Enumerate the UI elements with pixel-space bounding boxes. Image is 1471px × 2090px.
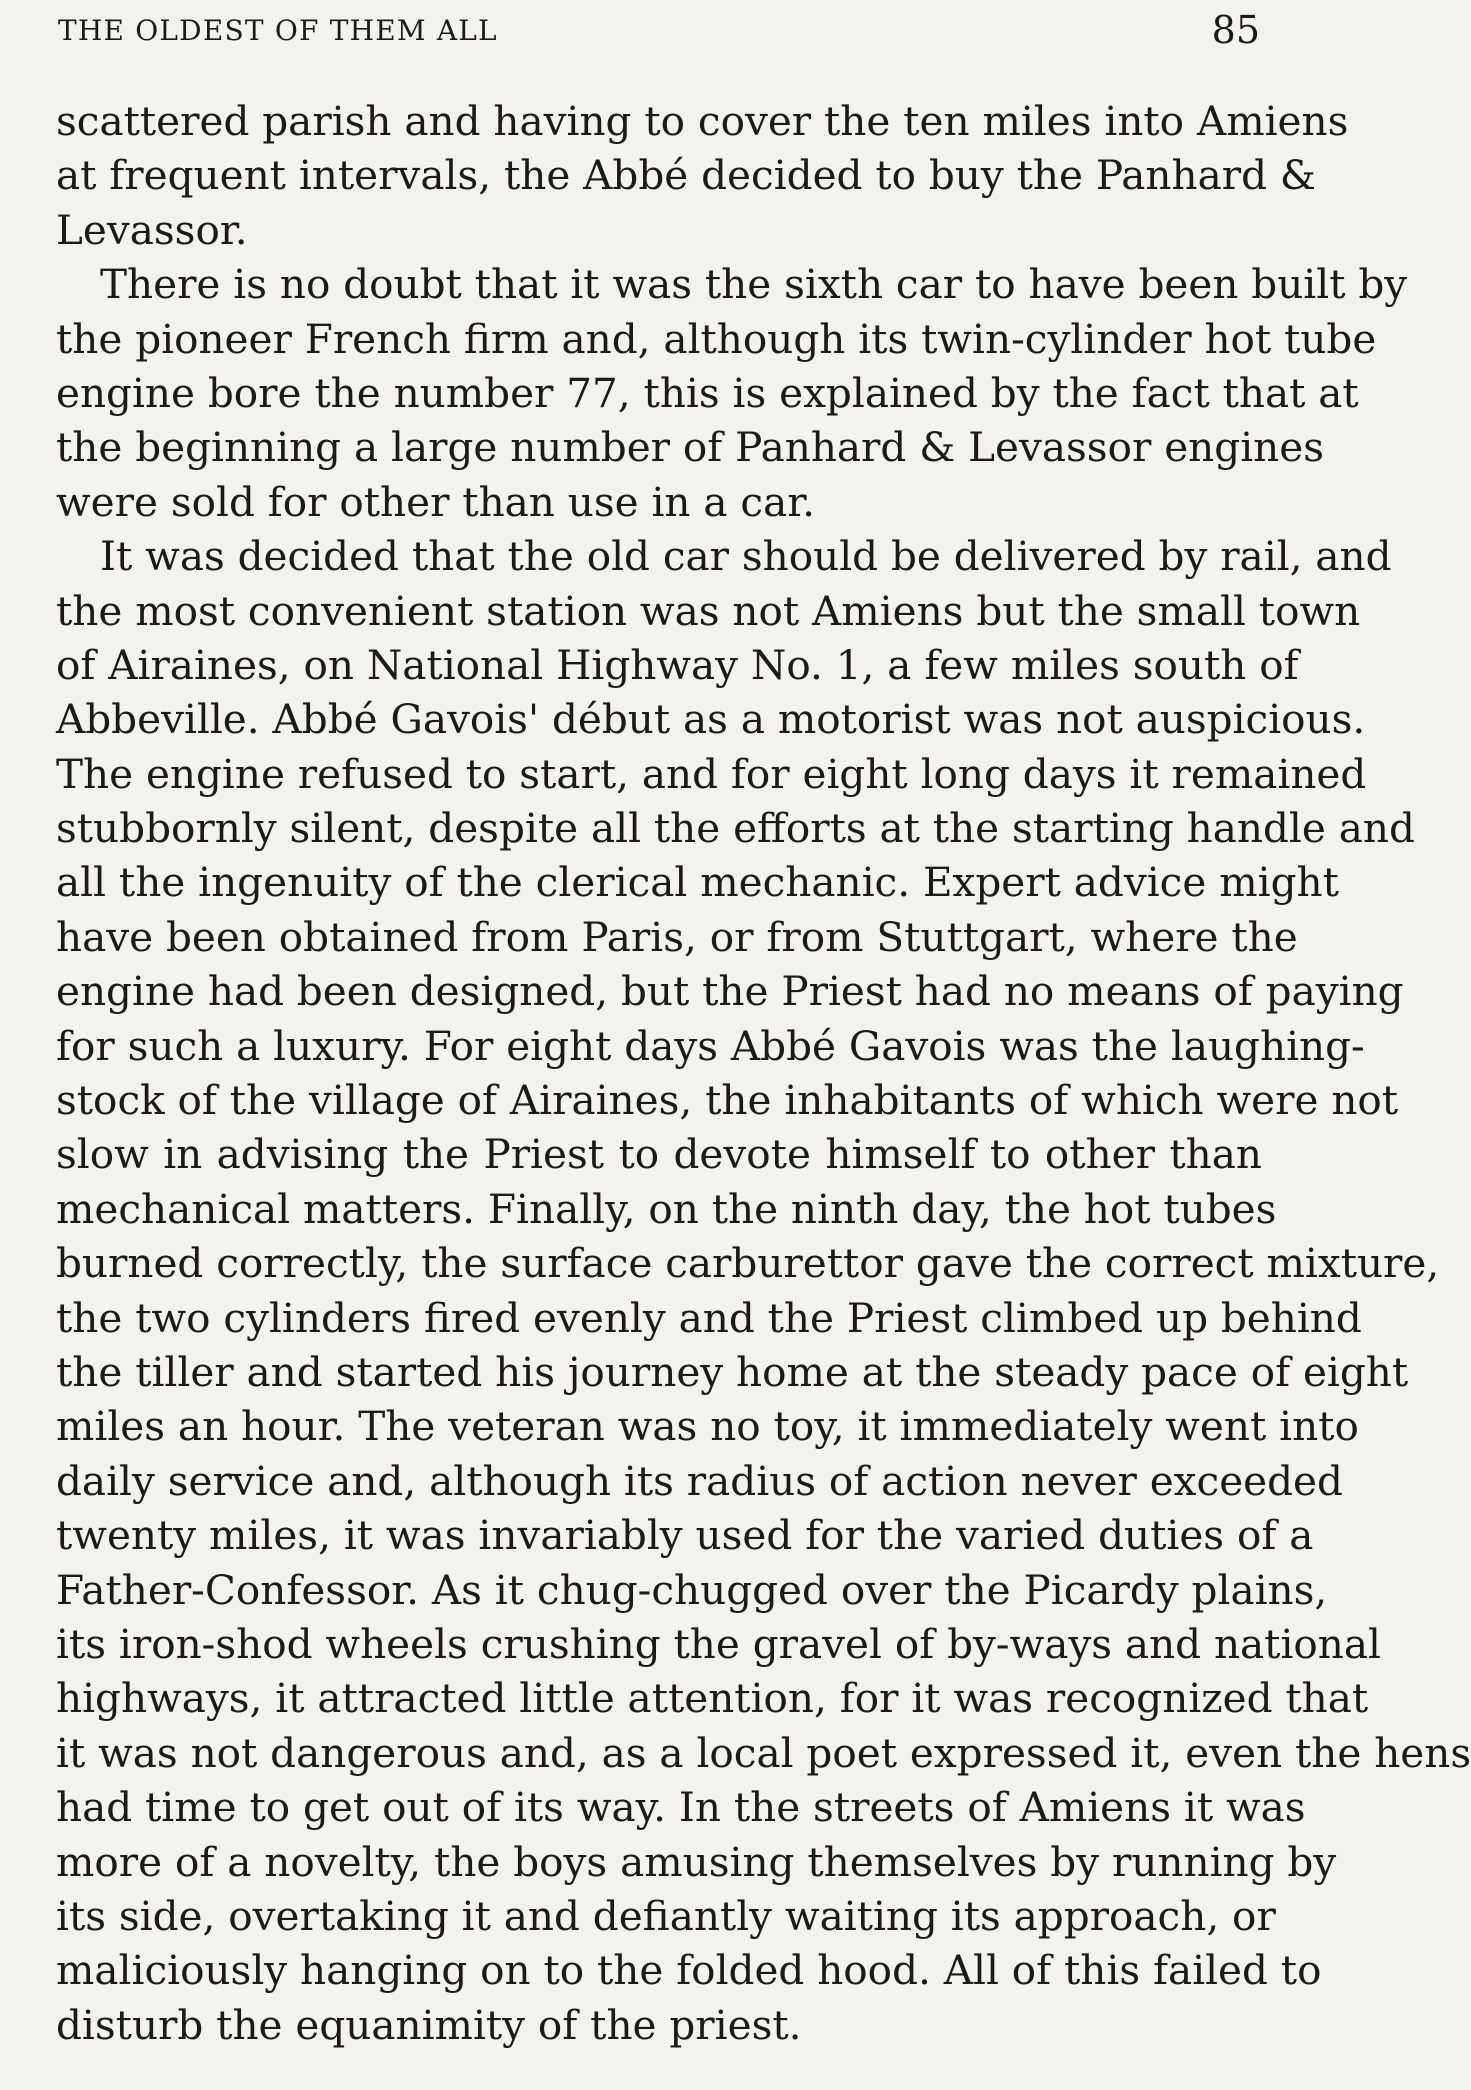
text-line: stock of the village of Airaines, the inhabitants of which were not [56, 1076, 1399, 1125]
text-line: daily service and, although its radius of action never exceeded [56, 1456, 1343, 1505]
text-line: the most convenient station was not Amiens but the small town [56, 586, 1361, 635]
text-line: maliciously hanging on to the folded hood. All of this failed to [56, 1946, 1322, 1995]
text-line: all the ingenuity of the clerical mechanic. Expert advice might [56, 858, 1339, 907]
text-line: the two cylinders fired evenly and the Priest climbed up behind [56, 1293, 1362, 1342]
text-line: It was decided that the old car should be delivered by rail, and [100, 532, 1392, 581]
text-line: scattered parish and having to cover the ten miles into Amiens [56, 97, 1349, 145]
text-line: disturb the equanimity of the priest. [56, 2000, 802, 2049]
text-line: more of a novelty, the boys amusing themselves by running by [56, 1837, 1337, 1886]
text-line: miles an hour. The veteran was no toy, it immediately went into [56, 1402, 1359, 1451]
text-line: the tiller and started his journey home at the steady pace of eight [56, 1347, 1409, 1396]
text-line: mechanical matters. Finally, on the ninth day, the hot tubes [56, 1184, 1277, 1233]
body-text [56, 94, 1471, 2052]
text-line: highways, it attracted little attention, for it was recognized that [56, 1674, 1369, 1723]
running-title: THE OLDEST OF THEM ALL [58, 14, 498, 47]
text-line: twenty miles, it was invariably used for the varied duties of a [56, 1511, 1314, 1560]
text-line: There is no doubt that it was the sixth car to have been built by [100, 260, 1408, 309]
text-line: slow in advising the Priest to devote himself to other than [56, 1130, 1262, 1179]
text-line: had time to get out of its way. In the streets of Amiens it was [56, 1783, 1306, 1832]
text-line: engine had been designed, but the Priest had no means of paying [56, 967, 1404, 1016]
page-number: 85 [1211, 8, 1260, 52]
text-line: the pioneer French firm and, although its twin-cylinder hot tube [56, 314, 1377, 363]
text-line: its side, overtaking it and defiantly waiting its approach, or [56, 1891, 1276, 1940]
text-line: The engine refused to start, and for eight long days it remained [56, 749, 1367, 798]
running-head [58, 10, 1260, 60]
text-line: burned correctly, the surface carburettor gave the correct mixture, [56, 1239, 1440, 1288]
text-line: engine bore the number 77, this is explained by the fact that at [56, 368, 1359, 417]
text-line: its iron-shod wheels crushing the gravel of by-ways and national [56, 1619, 1381, 1668]
text-line: Abbeville. Abbé Gavois' début as a motorist was not auspicious. [56, 695, 1366, 744]
text-line: it was not dangerous and, as a local poet expressed it, even the hens [56, 1728, 1471, 1777]
text-line: stubbornly silent, despite all the efforts at the starting handle and [56, 804, 1415, 853]
text-line: for such a luxury. For eight days Abbé Gavois was the laughing- [56, 1021, 1365, 1070]
text-line: of Airaines, on National Highway No. 1, a few miles south of [56, 640, 1299, 689]
text-line: at frequent intervals, the Abbé decided to buy the Panhard & [56, 151, 1316, 200]
text-line: have been obtained from Paris, or from Stuttgart, where the [56, 912, 1298, 961]
text-line: Levassor. [56, 205, 248, 254]
text-line: the beginning a large number of Panhard & Levassor engines [56, 423, 1324, 472]
text-line: Father-Confessor. As it chug-chugged over the Picardy plains, [56, 1565, 1328, 1614]
text-line: were sold for other than use in a car. [56, 477, 816, 526]
